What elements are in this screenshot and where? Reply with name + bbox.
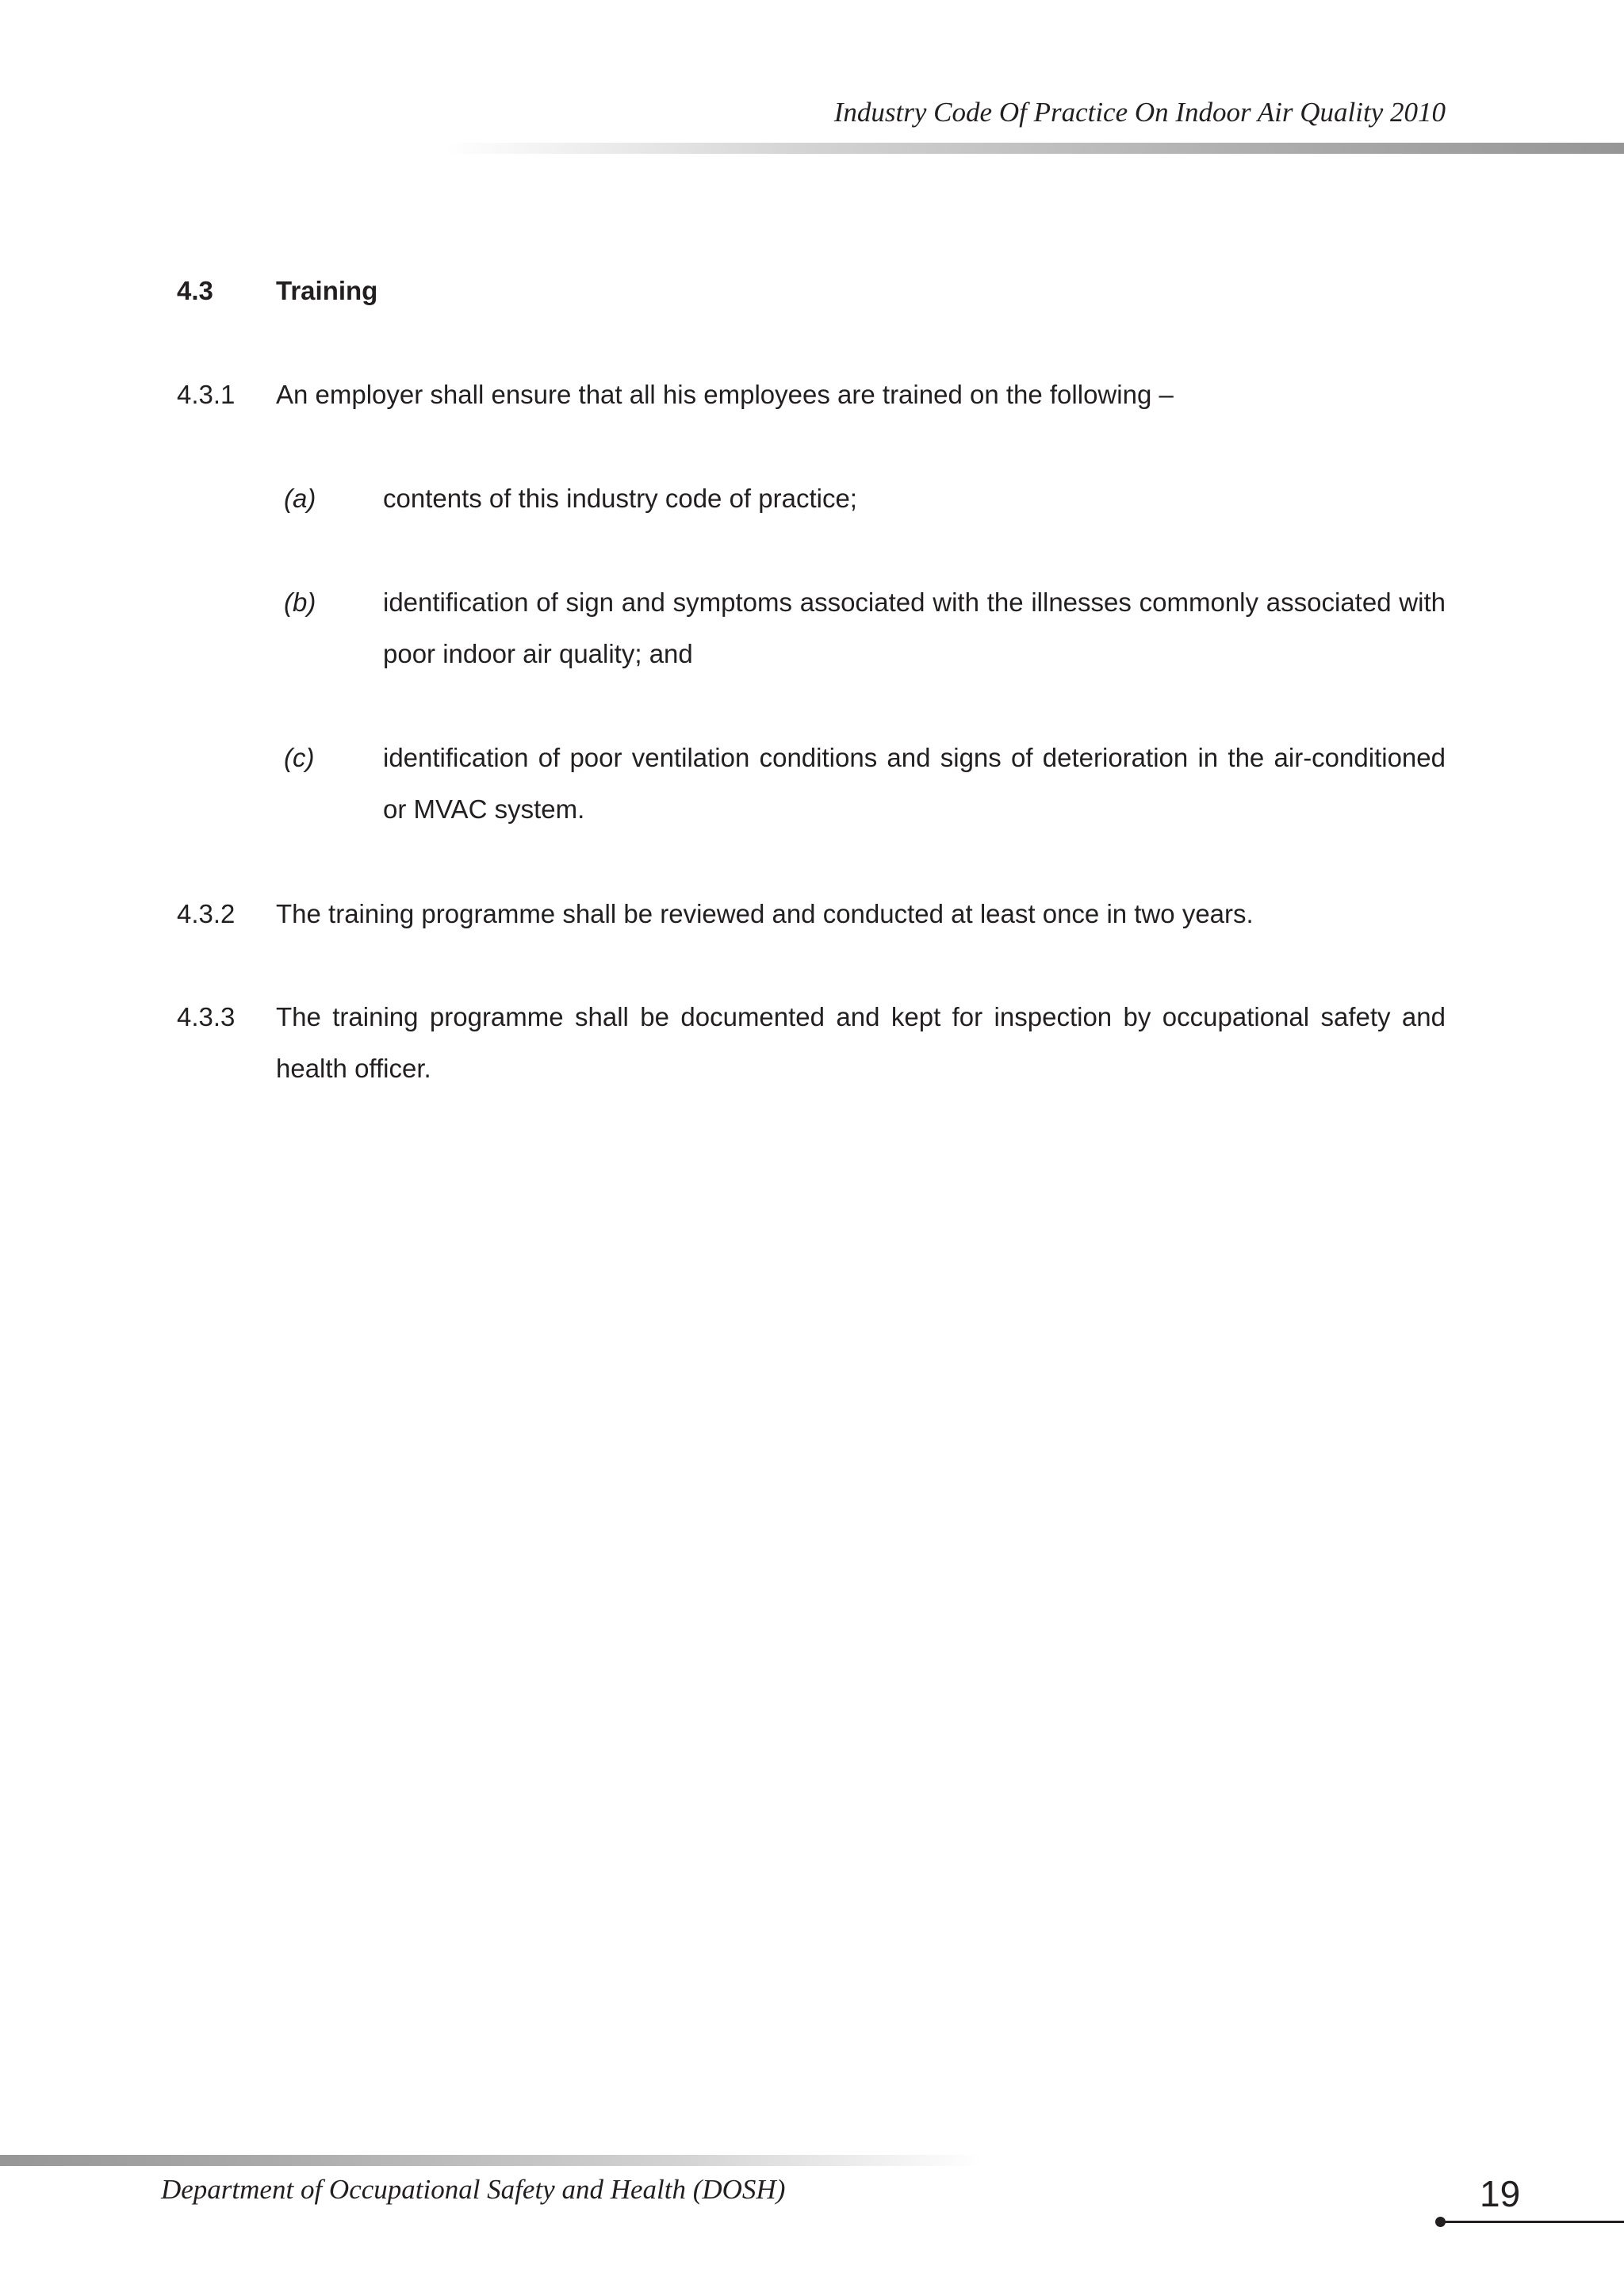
- clause-text: An employer shall ensure that all his employees are trained on the following –: [276, 380, 1174, 409]
- running-header-title: Industry Code Of Practice On Indoor Air Quality 2010: [833, 97, 1446, 128]
- clause-number: 4.3.2: [177, 899, 236, 928]
- subitem-label: (b): [284, 587, 316, 617]
- header-gradient-bar: [444, 143, 1624, 154]
- footer-department: Department of Occupational Safety and Health (DOSH): [161, 2174, 786, 2205]
- clause-text: The training programme shall be reviewed and conducted at least once in two years.: [276, 899, 1254, 928]
- clause-number: 4.3.1: [177, 380, 236, 409]
- footer-gradient-bar: [0, 2155, 983, 2166]
- section-number: 4.3: [177, 276, 213, 305]
- subitem-text: identification of poor ventilation conditions and signs of deterioration in the air-conditioned or MVAC system.: [383, 743, 1446, 824]
- subitem-label: (a): [284, 484, 316, 513]
- section-title: Training: [276, 276, 378, 305]
- page-number-rule: [1442, 2221, 1624, 2223]
- subitem-text: contents of this industry code of practice;: [383, 484, 857, 513]
- page-number: 19: [1480, 2173, 1521, 2214]
- subitem-label: (c): [284, 743, 315, 772]
- clause-number: 4.3.3: [177, 1002, 236, 1031]
- clause-text: The training programme shall be documented and kept for inspection by occupational safety and health officer.: [276, 1002, 1446, 1083]
- subitem-text: identification of sign and symptoms associated with the illnesses commonly associated with poor indoor air quality; and: [383, 587, 1446, 668]
